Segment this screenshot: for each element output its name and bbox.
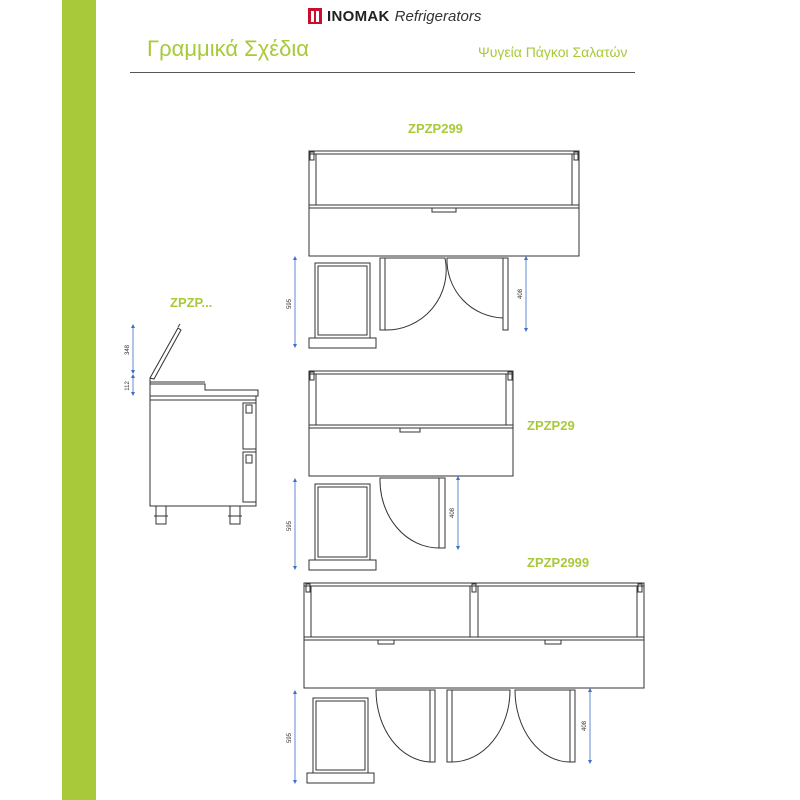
dim-label-112: 112 [125,381,131,391]
dim-label-408-zpzp299: 408 [518,288,524,300]
dim-label-408-zpzp29: 408 [450,507,456,519]
dim-label-595-zpzp299: 595 [287,298,293,310]
side-view-drawing [150,324,258,524]
zpzp29-drawing [309,371,513,570]
model-label-zpzp2999: ZPZP2999 [527,555,590,570]
dim-label-348: 348 [125,344,131,356]
dim-label-595-zpzp2999: 595 [287,732,293,744]
dim-label-408-zpzp2999: 408 [582,720,588,732]
dim-label-595-zpzp29: 595 [287,520,293,532]
model-label-zpzp299: ZPZP299 [408,121,463,136]
model-label-side: ZPZP... [170,295,213,310]
brand-tagline: Refrigerators [394,7,482,25]
page-subtitle: Ψυγεία Πάγκοι Σαλατών [478,44,628,60]
model-label-zpzp29: ZPZP29 [527,418,575,433]
zpzp299-drawing [309,151,579,348]
page-title: Γραμμικά Σχέδια [147,36,309,61]
brand-name: INOMAK [327,7,390,25]
zpzp2999-drawing [304,583,644,783]
